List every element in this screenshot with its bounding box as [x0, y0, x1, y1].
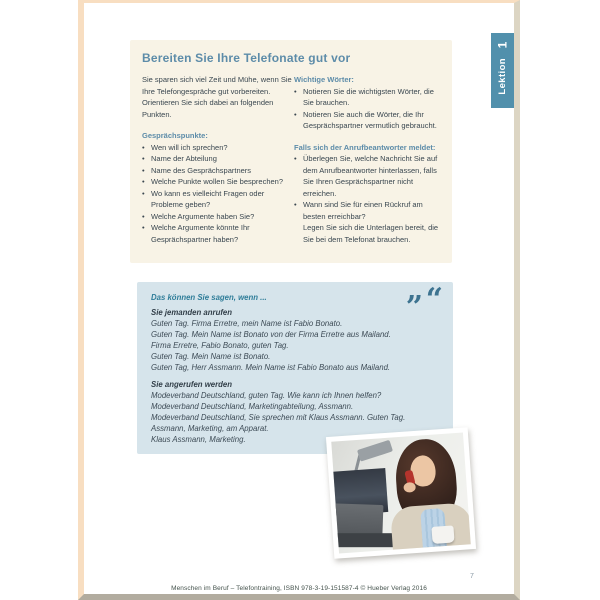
subheading-gespraechspunkte: Gesprächspunkte: [142, 131, 208, 140]
footer-imprint: Menschen im Beruf – Telefontraining, ISBN 978-3-19-151587-4 © Hueber Verlag 2016 [171, 585, 427, 592]
bullet-dot: • [142, 211, 145, 221]
bullet-dot: • [294, 109, 297, 119]
column-left [142, 74, 294, 245]
preparation-info-box [130, 40, 452, 263]
bullet-list-gespraechspunkte [142, 142, 294, 246]
phrase-line: Modeverband Deutschland, Sie sprechen mit Klaus Assmann. Guten Tag. [151, 413, 406, 422]
bullet-item [142, 142, 294, 154]
intro-paragraph: Sie sparen sich viel Zeit und Mühe, wenn Sie Ihre Telefongespräche gut vorbereiten. Orientieren Sie sich dabei an folgenden Punkten. [142, 75, 292, 119]
bullet-text: Welche Argumente könnte Ihr Gesprächspartner haben? [151, 223, 250, 244]
desk-lamp-icon [357, 440, 393, 462]
subheading-anrufbeantworter: Falls sich der Anrufbeantworter meldet: [294, 142, 436, 152]
bullet-text: Überlegen Sie, welche Nachricht Sie auf dem Anrufbeantworter hinterlassen, falls Sie Ihren Gesprächspartner nicht erreichen. [303, 154, 438, 198]
phrase-line: Klaus Assmann, Marketing. [151, 435, 246, 444]
bullet-dot: • [142, 154, 145, 163]
phrase-line: Guten Tag. Mein Name ist Bonato von der Firma Erretre aus Mailand. [151, 330, 391, 339]
bullet-item [294, 109, 440, 132]
bullet-item [142, 188, 294, 211]
bullet-text: Wo kann es vielleicht Fragen oder Probleme geben? [151, 188, 265, 209]
coffee-mug-shape [431, 525, 454, 543]
two-column-layout [142, 74, 440, 245]
bullet-dot: • [142, 223, 145, 232]
lektion-number: 1 [495, 41, 510, 49]
lektion-tab [491, 33, 514, 108]
phrase-line: Modeverband Deutschland, guten Tag. Wie kann ich Ihnen helfen? [151, 391, 382, 400]
section-gap [294, 132, 440, 142]
group-heading: Sie angerufen werden [151, 380, 233, 389]
bullet-dot: • [142, 188, 145, 198]
phrase-line: Assmann, Marketing, am Apparat. [151, 424, 269, 433]
bullet-text: Wann sind Sie für einen Rückruf am besten erreichbar? [303, 200, 423, 221]
phrases-box [137, 282, 453, 454]
photo-woman-on-phone [326, 427, 476, 559]
phrase-line: Guten Tag. Mein Name ist Bonato. [151, 352, 271, 361]
group-heading: Sie jemanden anrufen [151, 308, 233, 317]
column-right [294, 74, 440, 245]
bullet-dot: • [294, 86, 297, 96]
bullet-item [142, 153, 294, 165]
phrase-line: Firma Erretre, Fabio Bonato, guten Tag. [151, 341, 289, 350]
bullet-item [142, 165, 294, 177]
bullet-list-wichtige-woerter [294, 86, 440, 132]
bullet-text: Name des Gesprächspartners [151, 165, 252, 175]
photo-image [331, 433, 470, 554]
bullet-text: Wen will ich sprechen? [151, 142, 228, 152]
quote-close-icon: ” [405, 290, 423, 325]
bullet-item [142, 222, 294, 245]
phrase-line: Guten Tag. Firma Erretre, mein Name ist Fabio Bonato. [151, 319, 343, 328]
bullet-item [142, 211, 294, 223]
bullet-text: Welche Punkte wollen Sie besprechen? [151, 177, 284, 186]
bullet-item [294, 199, 440, 222]
bullet-dot: • [142, 177, 145, 186]
bullet-text: Name der Abteilung [151, 154, 217, 163]
bullet-dot: • [294, 154, 297, 163]
bullet-text: Welche Argumente haben Sie? [151, 211, 255, 221]
phrase-group-anrufen [151, 307, 439, 373]
box-title: Bereiten Sie Ihre Telefonate gut vor [142, 51, 351, 65]
bullet-item [142, 176, 294, 188]
bullet-list-anrufbeantworter [294, 153, 440, 222]
lektion-label: Lektion [497, 58, 508, 95]
phrases-box-title: Das können Sie sagen, wenn ... [151, 293, 267, 302]
bullet-item [294, 153, 440, 199]
phrase-lines [151, 318, 439, 373]
quote-open-icon: “ [425, 282, 443, 317]
bullet-dot: • [142, 142, 145, 152]
page-number: 7 [470, 573, 474, 580]
bullet-item [294, 86, 440, 109]
bullet-dot: • [294, 200, 297, 209]
phrase-line: Guten Tag, Herr Assmann. Mein Name ist Fabio Bonato aus Mailand. [151, 363, 391, 372]
note-text: Legen Sie sich die Unterlagen bereit, die Sie bei dem Telefonat brauchen. [303, 223, 439, 244]
bullet-text: Notieren Sie die wichtigsten Wörter, die Sie brauchen. [303, 86, 434, 107]
book-page [78, 0, 520, 600]
subheading-wichtige-woerter: Wichtige Wörter: [294, 75, 354, 84]
phrase-line: Modeverband Deutschland, Marketingabteilung, Assmann. [151, 402, 354, 411]
bullet-dot: • [142, 165, 145, 175]
bullet-text: Notieren Sie auch die Wörter, die Ihr Gesprächspartner vermutlich gebraucht. [303, 109, 437, 130]
